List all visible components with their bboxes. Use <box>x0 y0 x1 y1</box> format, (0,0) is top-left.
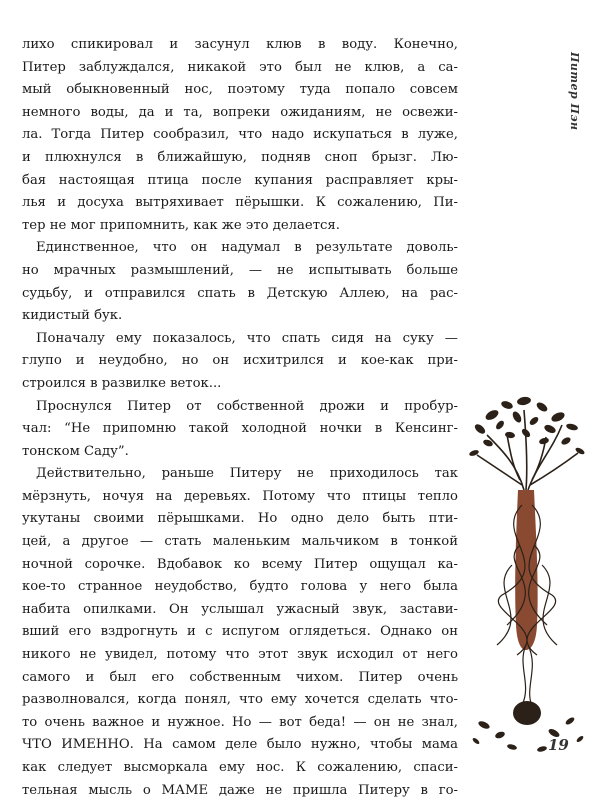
text-line: мёрзнуть, ночуя на деревьях. Потому что птицы тепло <box>22 488 458 504</box>
text-line: то очень важное и нужное. Но — вот беда! — он не знал, <box>22 714 458 730</box>
text-line: тонском Саду”. <box>22 443 129 459</box>
running-head: Питер Пэн <box>568 52 581 131</box>
text-line: тельная мысль о МАМЕ даже не пришла Питеру в го- <box>22 782 458 798</box>
text-line: кое-то странное неудобство, будто голова у него была <box>22 579 458 595</box>
text-line: Питер заблуждался, никакой это был не клюв, а са- <box>22 59 458 75</box>
text-line: как следует высморкала ему нос. К сожалению, спаси- <box>22 760 458 775</box>
text-line: вший его вздрогнуть и с испугом оглядеться. Однако он <box>22 624 458 640</box>
text-line: самого и был его собственным чихом. Питер очень <box>22 669 458 685</box>
text-line: судьбу, и отправился спать в Детскую Аллею, на рас- <box>22 285 458 301</box>
text-line: цей, а другое — стать маленьким мальчиком в тонкой <box>22 534 458 550</box>
text-line: Проснулся Питер от собственной дрожи и пробур- <box>36 398 458 414</box>
page-number: 19 <box>548 736 569 754</box>
text-line: кидистый бук. <box>22 308 123 324</box>
text-line: никого не увидел, потому что этот звук исходил от него <box>22 647 458 663</box>
text-line: разволновался, когда понял, что ему хочется сделать что- <box>22 692 458 708</box>
text-line: глупо и неудобно, но он исхитрился и кое-как при- <box>22 353 458 369</box>
text-line: набита опилками. Он услышал ужасный звук, застави- <box>22 601 458 617</box>
text-line: ночной сорочке. Вдобавок ко всему Питер ощущал ка- <box>22 556 458 572</box>
text-line: ла. Тогда Питер сообразил, что надо искупаться в луже, <box>22 127 458 143</box>
text-line: бая настоящая птица после купания расправляет кры- <box>22 172 458 188</box>
text-line: Поначалу ему показалось, что спать сидя на суку — <box>36 330 458 346</box>
text-line: строился в развилке веток... <box>22 375 222 391</box>
text-line: чал: “Не припомню такой холодной ночки в Кенсинг- <box>22 421 458 437</box>
text-line: мый обыкновенный нос, поэтому туда попало совсем <box>22 82 458 98</box>
text-line: немного воды, да и та, вопреки ожиданиям, не освежи- <box>22 104 458 120</box>
text-line: укутаны своими пёрышками. Но одно дело быть пти- <box>22 511 458 527</box>
text-line: но мрачных размышлений, — не испытывать больше <box>22 262 458 278</box>
text-line: и плюхнулся в ближайшую, подняв сноп брызг. Лю- <box>22 149 458 165</box>
text-line: Действительно, раньше Питеру не приходилось так <box>36 466 458 482</box>
body-text <box>22 34 458 802</box>
text-line: Единственное, что он надумал в результате доволь- <box>36 240 458 256</box>
text-line: лья и досуха вытряхивает пёрышки. К сожалению, Пи- <box>22 195 458 211</box>
tree-root-bulb <box>513 701 541 725</box>
text-line: тер не мог припомнить, как же это делается. <box>22 217 340 233</box>
tree-illustration <box>462 395 592 765</box>
tree-branches <box>477 410 578 490</box>
text-line: лихо спикировал и засунул клюв в воду. Конечно, <box>22 37 458 52</box>
text-line: ЧТО ИМЕННО. На самом деле было нужно, чтобы мама <box>22 737 458 753</box>
